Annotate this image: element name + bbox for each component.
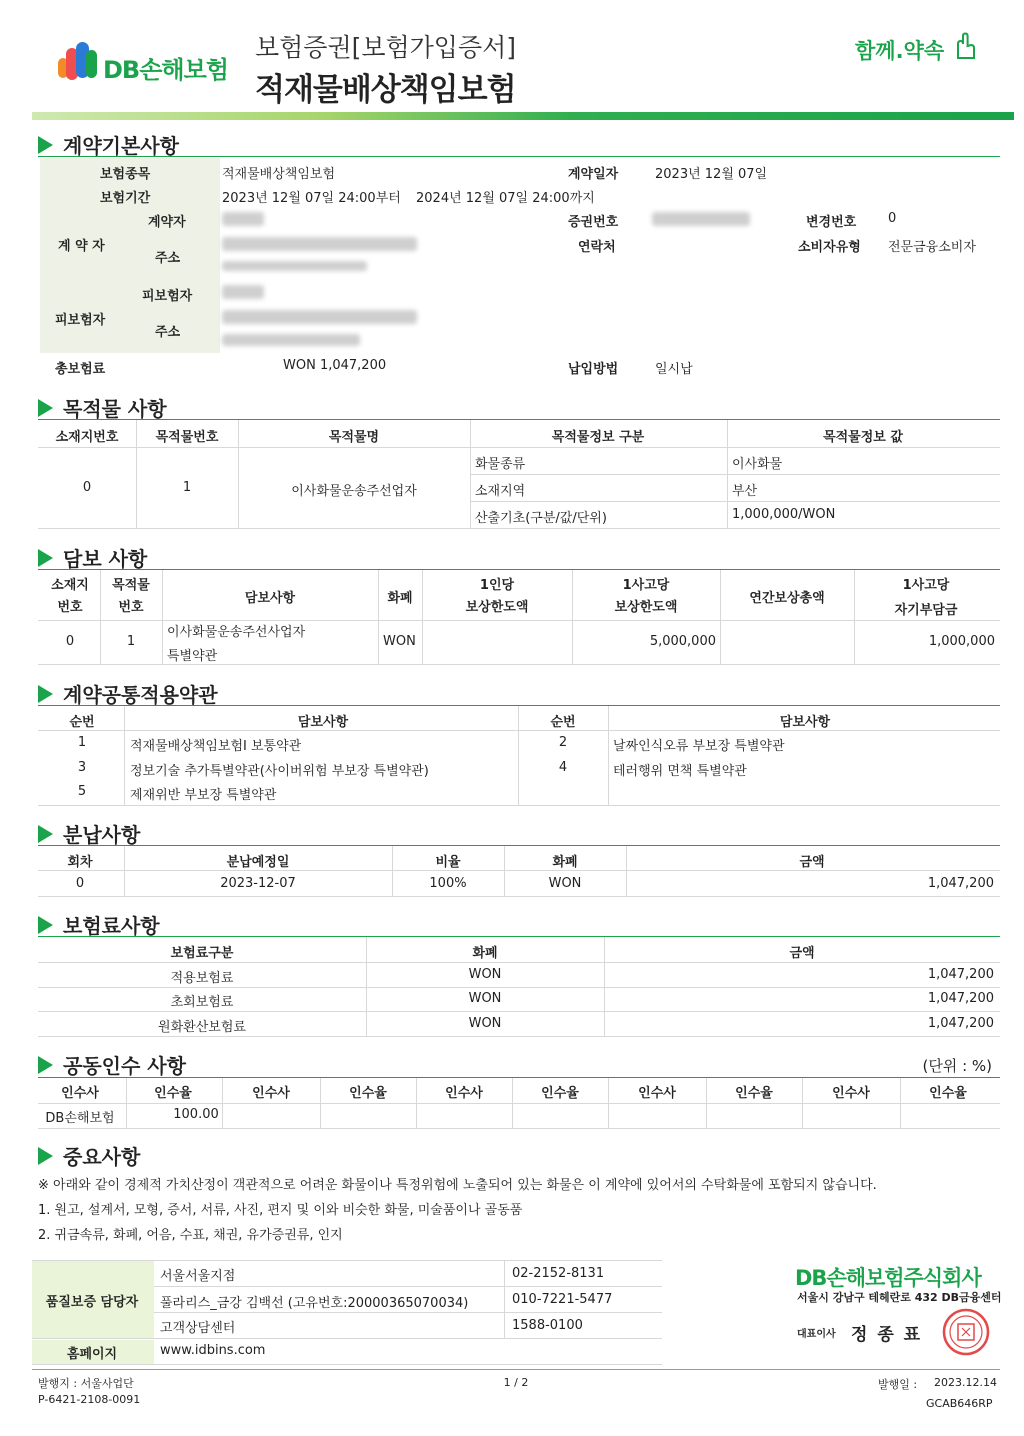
hand-promise-icon [952, 32, 976, 60]
col-header: 화폐 [387, 591, 413, 606]
table-rule [38, 962, 1000, 963]
col-header: 비율 [435, 855, 461, 870]
col-header: 화폐 [472, 946, 498, 961]
branch-name: 서울서울지점 [160, 1269, 236, 1284]
coverage-item-line1: 이사화물운송주선사업자 [167, 625, 306, 640]
col-header: 보험료구분 [170, 946, 234, 961]
table-rule [470, 474, 1000, 475]
section-marker-icon [38, 549, 53, 567]
col-header: 인수율 [929, 1086, 967, 1101]
table-col-rule [392, 846, 393, 896]
table-col-rule [572, 570, 573, 664]
table-col-rule [802, 1078, 803, 1128]
manager-phone: 010-7221-5477 [512, 1292, 613, 1307]
section-object-title: 목적물 사항 [38, 393, 167, 422]
premium-amount: 1,047,200 [927, 1016, 994, 1031]
table-col-rule [124, 846, 125, 896]
col-header: 연간보상총액 [749, 591, 825, 606]
redacted-address-line2 [222, 261, 367, 271]
clause-name: 정보기술 추가특별약관(사이버위험 부보장 특별약관) [130, 764, 429, 779]
installment-ratio: 100% [429, 876, 467, 891]
table-rule [38, 664, 1000, 665]
table-rule [38, 805, 1000, 806]
object-info-value: 부산 [732, 484, 758, 499]
object-info-key: 소재지역 [475, 484, 526, 499]
section-premium-title: 보험료사항 [38, 910, 160, 939]
table-rule [154, 1286, 662, 1287]
ceo-name: 정 종 표 [851, 1325, 923, 1345]
branch-phone: 02-2152-8131 [512, 1266, 605, 1281]
col-header: 번호 [57, 600, 83, 615]
installment-amount: 1,047,200 [927, 876, 994, 891]
table-col-rule [900, 1078, 901, 1128]
section-marker-icon [38, 1056, 53, 1074]
table-rule [32, 1338, 662, 1339]
period-label: 보험기간 [100, 191, 151, 206]
redacted-insured-address1 [222, 310, 417, 324]
installment-round: 0 [75, 876, 85, 891]
clause-name: 제재위반 부보장 특별약관 [130, 788, 277, 803]
redacted-insured [222, 285, 264, 299]
consumer-type-value: 전문금융소비자 [888, 240, 976, 255]
section-marker-icon [38, 825, 53, 843]
table-col-rule [320, 1078, 321, 1128]
col-header: 화폐 [552, 855, 578, 870]
payment-method-value: 일시납 [655, 362, 693, 377]
col-header: 1인당 [479, 578, 515, 593]
table-col-rule [518, 706, 519, 805]
col-header: 보상한도액 [465, 600, 529, 615]
header-divider [32, 112, 1014, 120]
payment-method-label: 납입방법 [568, 362, 619, 377]
section-installment-title: 분납사항 [38, 819, 140, 848]
table-col-rule [238, 420, 239, 528]
col-header: 순번 [69, 715, 95, 730]
doc-code: GCAB646RP [926, 1397, 993, 1410]
clause-number: 1 [77, 735, 87, 750]
document-subtitle: 보험증권[보험가입증서] [255, 33, 517, 62]
contract-date-value: 2023년 12월 07일 [655, 167, 768, 182]
section-marker-icon [38, 136, 53, 154]
clause-number: 3 [77, 760, 87, 775]
premium-type: 적용보험료 [170, 971, 234, 986]
table-rule [38, 1103, 1000, 1104]
contract-date-label: 계약일자 [568, 167, 619, 182]
col-header: 목적물번호 [155, 430, 219, 445]
section-marker-icon [38, 916, 53, 934]
contact-label: 연락처 [578, 240, 616, 255]
premium-type: 초회보험료 [170, 995, 234, 1010]
premium-type: 원화환산보험료 [158, 1020, 246, 1035]
col-header: 보상한도액 [614, 600, 678, 615]
object-info-value: 이사화물 [732, 457, 783, 472]
section-rule [38, 569, 1000, 570]
col-header: 자기부담금 [894, 603, 958, 618]
logo-text: DB손해보험 [103, 56, 228, 84]
col-header: 순번 [550, 715, 576, 730]
col-header: 회차 [67, 855, 93, 870]
object-number: 1 [182, 480, 192, 495]
table-rule [38, 447, 1000, 448]
insured-label: 피보험자 [142, 289, 193, 304]
section-rule [38, 419, 1000, 420]
table-col-rule [422, 570, 423, 664]
clause-number: 2 [558, 735, 568, 750]
installment-currency: WON [548, 876, 582, 891]
document-title: 적재물배상책임보험 [255, 72, 516, 108]
table-col-rule [162, 570, 163, 664]
object-info-key: 화물종류 [475, 457, 526, 472]
premium-amount: 1,047,200 [927, 991, 994, 1006]
unit-label: (단위 : %) [922, 1057, 992, 1075]
total-premium-value: WON 1,047,200 [283, 358, 387, 373]
clause-number: 5 [77, 784, 87, 799]
company-name: DB손해보험주식회사 [795, 1266, 981, 1290]
col-header: 인수율 [735, 1086, 773, 1101]
object-info-value: 1,000,000/WON [732, 507, 836, 522]
table-col-rule [626, 846, 627, 896]
col-header: 소재지 [51, 578, 89, 593]
section-coinsurance-title: 공동인수 사항 [38, 1050, 186, 1079]
table-col-rule [504, 1260, 505, 1338]
section-coverage-title: 담보 사항 [38, 543, 147, 572]
col-header: 1사고당 [902, 578, 950, 593]
col-header: 인수율 [154, 1086, 192, 1101]
object-name: 이사화물운송주선업자 [291, 484, 417, 499]
clause-name: 날짜인식오류 부보장 특별약관 [613, 739, 785, 754]
table-col-rule [512, 1078, 513, 1128]
change-number-label: 변경번호 [806, 215, 857, 230]
col-header: 인수사 [832, 1086, 870, 1101]
col-header: 담보사항 [779, 715, 831, 730]
coverage-deductible: 1,000,000 [928, 634, 995, 649]
db-logo-icon [58, 40, 100, 86]
section-clauses-title: 계약공통적용약관 [38, 679, 218, 708]
col-header: 담보사항 [244, 591, 296, 606]
table-rule [38, 896, 1000, 897]
qa-label: 품질보증 담당자 [45, 1295, 139, 1310]
table-col-rule [100, 570, 101, 664]
table-rule [32, 1364, 662, 1365]
coverage-location: 0 [65, 634, 75, 649]
table-rule [32, 1260, 662, 1261]
col-header: 목적물정보 구분 [551, 430, 645, 445]
change-number-value: 0 [888, 211, 897, 226]
policy-number-label: 증권번호 [568, 215, 619, 230]
company-seal-icon [942, 1308, 990, 1356]
premium-amount: 1,047,200 [927, 967, 994, 982]
redacted-address-line1 [222, 237, 417, 251]
footer-rule [32, 1369, 1000, 1370]
col-header: 인수사 [61, 1086, 99, 1101]
total-premium-label: 총보험료 [55, 362, 106, 377]
col-header: 인수사 [445, 1086, 483, 1101]
coverage-currency: WON [383, 634, 416, 649]
issue-date-label: 발행일 : [878, 1378, 918, 1391]
table-col-rule [378, 570, 379, 664]
col-header: 목적물정보 값 [823, 430, 903, 445]
section-marker-icon [38, 399, 53, 417]
table-rule [470, 501, 1000, 502]
policyholder-address-label: 주소 [155, 251, 181, 266]
coverage-object: 1 [126, 634, 136, 649]
consumer-type-label: 소비자유형 [798, 240, 861, 255]
section-rule [38, 936, 1000, 937]
table-rule [38, 1011, 1000, 1012]
insured-group-label: 피보험자 [55, 313, 106, 328]
center-name: 고객상담센터 [160, 1321, 236, 1336]
table-col-rule [416, 1078, 417, 1128]
notice-line: 1. 원고, 설계서, 모형, 증서, 서류, 사진, 편지 및 이와 비슷한 화물, 미술품이나 골동품 [38, 1203, 523, 1218]
product-value: 적재물배상책임보험 [222, 167, 336, 182]
period-from: 2023년 12월 07일 24:00부터 [222, 191, 401, 206]
table-col-rule [222, 1078, 223, 1128]
col-header: 소재지번호 [55, 430, 119, 445]
clause-name: 테러행위 면책 특별약관 [613, 764, 747, 779]
table-col-rule [470, 420, 471, 528]
issue-date: 2023.12.14 [934, 1376, 997, 1389]
table-col-rule [366, 937, 367, 1036]
section-rule [38, 156, 1000, 157]
clause-number: 4 [558, 760, 568, 775]
insured-address-label: 주소 [155, 325, 181, 340]
page-indicator: 1 / 2 [503, 1376, 529, 1389]
redacted-policy-number [652, 212, 750, 226]
col-header: 금액 [789, 946, 815, 961]
policyholder-label: 계약자 [148, 215, 186, 230]
table-col-rule [706, 1078, 707, 1128]
col-header: 담보사항 [297, 715, 349, 730]
coinsurer-name: DB손해보험 [45, 1111, 115, 1126]
section-contract-title: 계약기본사항 [38, 130, 179, 159]
table-col-rule [124, 706, 125, 805]
table-col-rule [720, 570, 721, 664]
clause-name: 적재물배상책임보험Ⅰ 보통약관 [130, 739, 302, 754]
table-rule [38, 528, 1000, 529]
col-header: 금액 [799, 855, 825, 870]
table-rule [38, 1128, 1000, 1129]
premium-currency: WON [468, 967, 502, 982]
col-header: 목적물 [112, 578, 150, 593]
center-phone: 1588-0100 [512, 1318, 583, 1333]
period-to: 2024년 12월 07일 24:00까지 [416, 191, 595, 206]
col-header: 분납예정일 [226, 855, 290, 870]
col-header: 1사고당 [622, 578, 670, 593]
col-header: 인수사 [638, 1086, 676, 1101]
form-code: P-6421-2108-0091 [38, 1393, 141, 1406]
col-header: 인수사 [252, 1086, 290, 1101]
table-col-rule [504, 846, 505, 896]
col-header: 목적물명 [328, 430, 380, 445]
section-notice-title: 중요사항 [38, 1141, 140, 1170]
redacted-insured-address2 [222, 334, 360, 346]
table-rule [154, 1312, 662, 1313]
company-address: 서울시 강남구 테헤란로 432 DB금융센터 [797, 1291, 1002, 1304]
table-rule [38, 987, 1000, 988]
notice-line: 2. 귀금속류, 화폐, 어음, 수표, 채권, 유가증권류, 인지 [38, 1228, 343, 1243]
table-col-rule [136, 420, 137, 528]
table-col-rule [727, 420, 728, 528]
table-col-rule [126, 1078, 127, 1128]
table-rule [38, 870, 1000, 871]
issuer: 발행지 : 서울사업단 [38, 1377, 134, 1390]
table-col-rule [604, 937, 605, 1036]
table-rule [38, 730, 1000, 731]
col-header: 인수율 [541, 1086, 579, 1101]
homepage-label: 홈페이지 [66, 1347, 118, 1362]
table-col-rule [608, 706, 609, 805]
section-rule [38, 845, 1000, 846]
section-marker-icon [38, 1147, 53, 1165]
notice-line: ※ 아래와 같이 경제적 가치산정이 객관적으로 어려운 화물이나 특정위험에 노출되어 있는 화물은 이 계약에 있어서의 수탁화물에 포함되지 않습니다. [38, 1178, 877, 1193]
location-number: 0 [82, 480, 92, 495]
col-header: 번호 [118, 600, 144, 615]
premium-currency: WON [468, 991, 502, 1006]
col-header: 인수율 [349, 1086, 387, 1101]
coverage-item-line2: 특별약관 [167, 649, 218, 664]
manager-name: 풀라리스_금강 김백선 (고유번호:20000365070034) [160, 1296, 469, 1311]
redacted-policyholder [222, 212, 264, 226]
object-info-key: 산출기초(구분/값/단위) [475, 511, 607, 526]
section-rule [38, 1077, 1000, 1078]
product-label: 보험종목 [100, 167, 151, 182]
homepage-link[interactable]: www.idbins.com [160, 1343, 266, 1358]
table-col-rule [854, 570, 855, 664]
table-rule [38, 1036, 1000, 1037]
coinsurance-ratio: 100.00 [173, 1107, 219, 1122]
slogan: 함께.약속 [855, 39, 945, 63]
table-col-rule [608, 1078, 609, 1128]
policyholder-group-label: 계 약 자 [58, 239, 105, 254]
section-rule [38, 705, 1000, 706]
section-marker-icon [38, 685, 53, 703]
ceo-label: 대표이사 [797, 1329, 836, 1340]
premium-currency: WON [468, 1016, 502, 1031]
coverage-per-accident: 5,000,000 [649, 634, 716, 649]
installment-date: 2023-12-07 [220, 876, 296, 891]
